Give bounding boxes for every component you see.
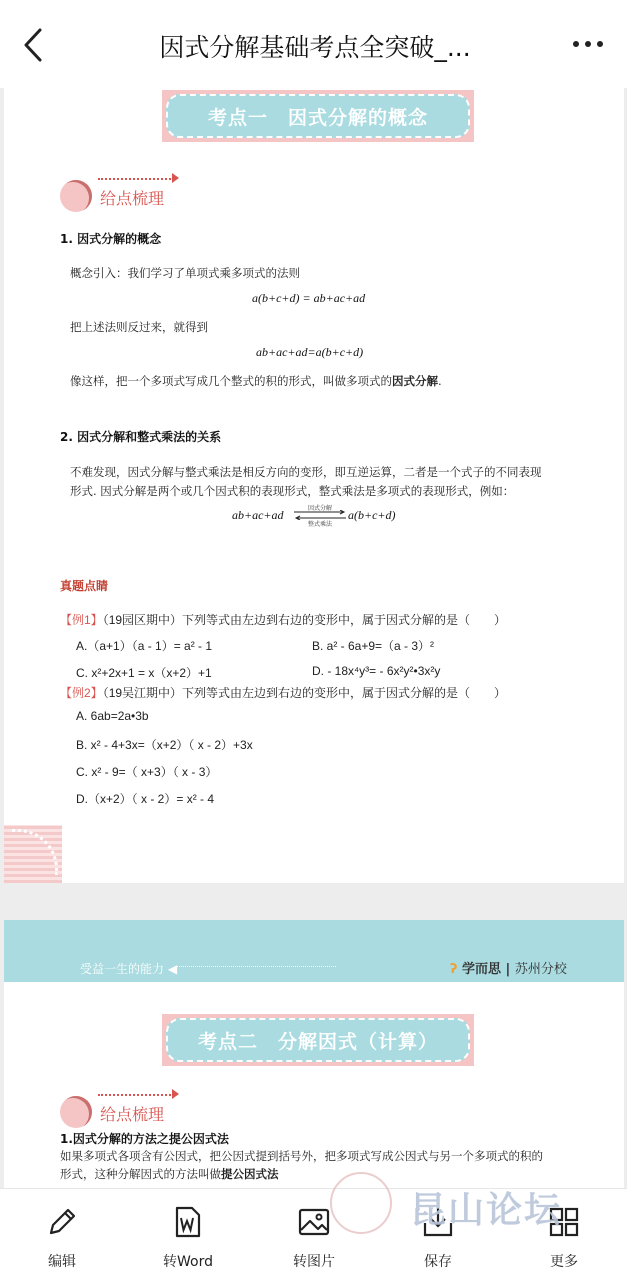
arrow-top-label: 因式分解	[307, 505, 332, 512]
watermark-text: 昆山论坛	[410, 1190, 563, 1231]
definition-text	[70, 373, 442, 389]
example-1-text: （19园区期中）下列等式由左边到右边的变形中，属于因式分解的是（ ）	[102, 613, 507, 627]
slogan-dotted-line	[176, 966, 336, 967]
formula-1: a(b+c+d) = ab+ac+ad	[252, 291, 366, 305]
brand-header-band	[4, 920, 624, 982]
more-dots-icon	[568, 32, 608, 56]
toolbar-word-button[interactable]	[148, 1205, 228, 1271]
slogan-text: 受益一生的能力	[80, 962, 165, 976]
formula-3-right: a(b+c+d)	[348, 508, 396, 522]
definition-prefix: 像这样，把一个多项式写成几个整式的积的形式，叫做多项式的	[70, 374, 392, 388]
brand-separator: |	[505, 962, 511, 977]
section-banner-title: 考点一 因式分解的概念	[166, 94, 470, 138]
section-banner-2-title: 考点二 分解因式（计算）	[166, 1018, 470, 1062]
key-points-header	[60, 176, 190, 216]
example-2-option-d: D.（x+2）（ x - 2）= x² - 4	[76, 792, 215, 806]
brand-slogan: 受益一生的能力 ◀	[80, 962, 178, 976]
key-points-header-2	[60, 1092, 190, 1132]
example-2-option-c: C. x² - 9=（ x+3）（ x - 3）	[76, 765, 218, 779]
toolbar-image-label: 转图片	[293, 1254, 335, 1270]
relation-line-2: 形式. 因式分解是两个或几个因式积的表现形式，整式乘法是多项式的表现形式，例如：	[70, 484, 515, 498]
relation-line-1: 不难发现，因式分解与整式乘法是相反方向的变形，即互逆运算，二者是一个式子的不同表现	[70, 465, 542, 479]
kp-circle-icon-2	[60, 1096, 92, 1128]
kp-dotted-line-2	[98, 1094, 174, 1096]
back-button[interactable]	[18, 26, 52, 64]
example-1-option-b: B. a² - 6a+9=（a - 3）²	[312, 639, 435, 653]
toolbar-save-label: 保存	[424, 1254, 452, 1270]
concept-intro: 概念引入：我们学习了单项式乘多项式的法则	[70, 266, 300, 280]
brand-logo	[450, 958, 567, 977]
example-1-option-d: D. - 18x⁴y³= - 6x²y²•3x²y	[312, 664, 441, 678]
kp-arrow-icon-2	[172, 1089, 179, 1099]
definition-term: 因式分解	[392, 374, 438, 388]
document-page-2	[4, 920, 624, 1188]
kp-circle-icon	[60, 180, 92, 212]
exam-heading: 真题点睛	[60, 579, 109, 593]
conversion-arrows	[294, 503, 346, 527]
example-1-tag: 【例1】	[60, 613, 103, 627]
definition-end: .	[438, 374, 442, 388]
formula-3-left: ab+ac+ad	[232, 508, 284, 522]
example-2-question	[60, 684, 506, 701]
section-banner-1	[162, 90, 474, 142]
common-factor-line-2	[60, 1166, 279, 1182]
kp-label-2: 给点梳理	[100, 1105, 165, 1124]
heading-common-factor: 1.因式分解的方法之提公因式法	[60, 1132, 229, 1146]
brand-branch: 苏州分校	[514, 962, 567, 977]
brand-name: 学而思	[461, 962, 501, 977]
heading-concept: 1. 因式分解的概念	[60, 232, 162, 246]
chevron-left-icon	[18, 26, 52, 64]
word-icon	[171, 1205, 205, 1239]
toolbar-more-label: 更多	[550, 1254, 578, 1270]
arrow-bottom-label: 整式乘法	[307, 521, 332, 528]
reverse-text: 把上述法则反过来，就得到	[70, 320, 208, 334]
section-banner-2	[162, 1014, 474, 1066]
common-factor-line-1: 如果多项式各项含有公因式，把公因式提到括号外，把多项式写成公因式与另一个多项式的积的	[60, 1149, 543, 1163]
more-options-button[interactable]	[568, 32, 608, 56]
document-title: 因式分解基础考点全突破_...	[159, 33, 471, 62]
formula-2: ab+ac+ad=a(b+c+d)	[256, 345, 364, 359]
example-2-option-a: A. 6ab=2a•3b	[76, 709, 149, 723]
document-page-1	[4, 88, 624, 883]
common-factor-prefix: 形式，这种分解因式的方法叫做	[60, 1167, 221, 1181]
toolbar-word-label: 转Word	[163, 1254, 213, 1270]
kp-dotted-line	[98, 178, 174, 180]
watermark-seal-icon	[330, 1172, 392, 1234]
example-1-question	[60, 611, 506, 628]
example-2-option-b: B. x² - 4+3x=（x+2）（ x - 2）+3x	[76, 738, 253, 752]
watermark	[330, 1172, 627, 1236]
image-icon	[297, 1205, 331, 1239]
heading-relation: 2. 因式分解和整式乘法的关系	[60, 430, 222, 444]
example-1-option-c: C. x²+2x+1 = x（x+2）+1	[76, 666, 212, 680]
top-bar	[0, 0, 627, 88]
toolbar-edit-label: 编辑	[48, 1254, 76, 1270]
kp-label: 给点梳理	[100, 189, 165, 208]
example-2-tag: 【例2】	[60, 686, 103, 700]
toolbar-edit-button[interactable]	[22, 1205, 102, 1271]
example-2-text: （19吴江期中）下列等式由左边到右边的变形中，属于因式分解的是（ ）	[102, 686, 507, 700]
common-factor-term: 提公因式法	[221, 1167, 279, 1181]
kp-arrow-icon	[172, 173, 179, 183]
example-1-option-a: A.（a+1）（a - 1）= a² - 1	[76, 639, 213, 653]
brand-logo-icon: ʔ	[450, 962, 458, 977]
pencil-icon	[45, 1205, 79, 1239]
document-viewer[interactable]	[0, 88, 627, 1188]
